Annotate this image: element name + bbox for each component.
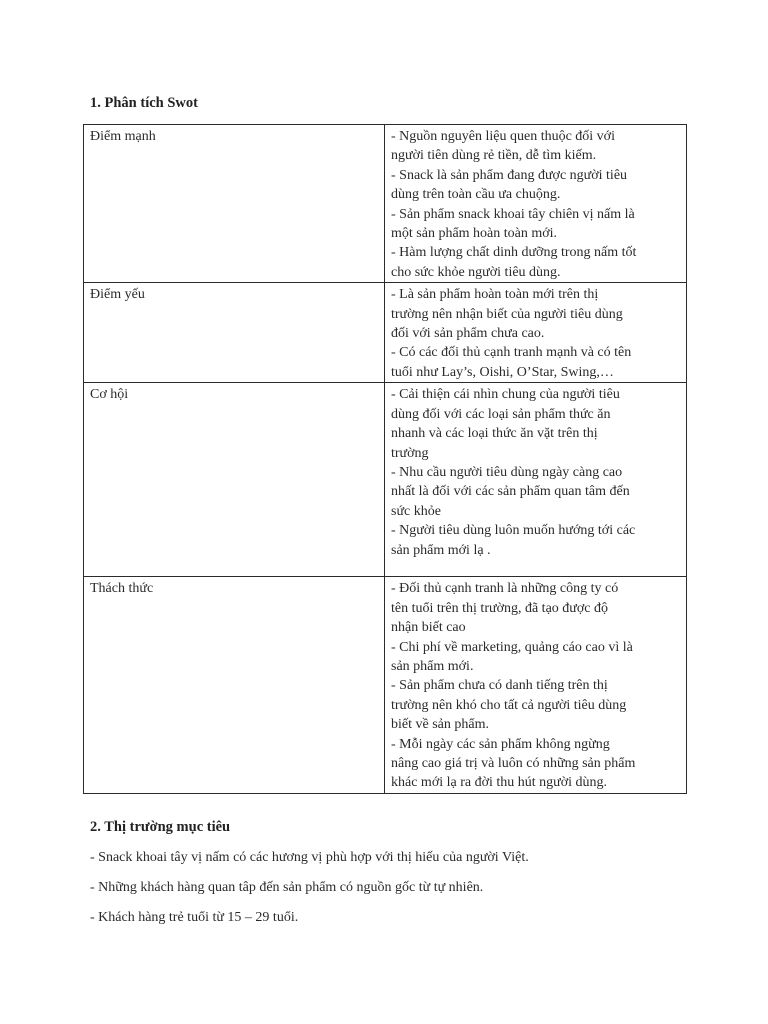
swot-label-cell: Điểm yếu: [84, 283, 385, 383]
swot-content-line: - Snack là sản phẩm đang được người tiêu: [391, 167, 628, 183]
swot-content-line: - Cải thiện cái nhìn chung của người tiêu: [391, 387, 620, 403]
swot-content-line: - Sản phẩm snack khoai tây chiên vị nấm là: [391, 206, 635, 222]
swot-content-line: cho sức khỏe người tiêu dùng.: [391, 264, 561, 280]
swot-label-cell: Cơ hội: [84, 383, 385, 577]
section-2-heading: 2. Thị trường mục tiêu: [90, 819, 231, 835]
table-row: [84, 125, 687, 283]
swot-content-line: một sản phẩm hoàn toàn mới.: [391, 226, 558, 242]
swot-content-line: nâng cao giá trị và luôn có những sản phẩm: [391, 755, 636, 771]
swot-content-line: tuổi như Lay’s, Oishi, O’Star, Swing,…: [391, 364, 614, 380]
swot-content-line: nhanh và các loại thức ăn vặt trên thị: [391, 426, 598, 442]
swot-content-line: trường: [391, 445, 429, 461]
swot-content-cell: [385, 125, 687, 283]
swot-content-line: nhất là đối với các sản phẩm quan tâm đến: [391, 484, 630, 500]
swot-content-line: biết về sản phẩm.: [391, 717, 489, 733]
swot-content-cell: [385, 577, 687, 793]
target-market-paragraph: - Những khách hàng quan tâp đến sản phẩm có nguồn gốc từ tự nhiên.: [90, 880, 484, 895]
target-market-paragraph: - Snack khoai tây vị nấm có các hương vị phù hợp với thị hiếu của người Việt.: [90, 850, 529, 865]
swot-label-cell: Điểm mạnh: [84, 125, 385, 283]
swot-content-line: tên tuổi trên thị trường, đã tạo được độ: [391, 600, 608, 616]
swot-content-line: trường nên khó cho tất cả người tiêu dùng: [391, 697, 627, 713]
swot-content-line: - Sản phẩm chưa có danh tiếng trên thị: [391, 678, 608, 694]
swot-content-line: người tiên dùng rẻ tiền, dễ tìm kiếm.: [391, 148, 597, 164]
table-row: [84, 283, 687, 383]
swot-content-cell: [385, 383, 687, 577]
swot-content-line: - Người tiêu dùng luôn muốn hướng tới các: [391, 523, 636, 539]
swot-content-line: - Hàm lượng chất dinh dưỡng trong nấm tốt: [391, 245, 637, 261]
swot-content-line: sức khỏe: [391, 503, 441, 519]
table-row: [84, 577, 687, 793]
swot-content-line: - Nguồn nguyên liệu quen thuộc đối với: [391, 129, 615, 144]
swot-label-cell: Thách thức: [84, 577, 385, 793]
swot-content-line: trường nên nhận biết của người tiêu dùng: [391, 306, 623, 322]
swot-content-line: - Nhu cầu người tiêu dùng ngày càng cao: [391, 464, 623, 480]
section-1-heading: 1. Phân tích Swot: [90, 95, 198, 111]
swot-content-line: - Là sản phẩm hoàn toàn mới trên thị: [391, 287, 599, 303]
target-market-paragraph: - Khách hàng trẻ tuổi từ 15 – 29 tuổi.: [90, 910, 299, 925]
swot-content-line: khác mới lạ ra đời thu hút người dùng.: [391, 775, 608, 791]
swot-content-line: dùng trên toàn cầu ưa chuộng.: [391, 187, 561, 203]
table-row: [84, 383, 687, 577]
swot-content-line: - Có các đối thủ cạnh tranh mạnh và có tên: [391, 345, 632, 361]
swot-content-line: đối với sản phẩm chưa cao.: [391, 326, 545, 342]
swot-content-cell: [385, 283, 687, 383]
swot-content-line: - Mỗi ngày các sản phẩm không ngừng: [391, 736, 610, 752]
swot-content-line: sản phẩm mới.: [391, 658, 474, 674]
swot-table: [83, 124, 687, 794]
swot-content-line: - Đối thủ cạnh tranh là những công ty có: [391, 581, 619, 597]
swot-content-line: nhận biết cao: [391, 620, 466, 636]
swot-content-line: - Chi phí về marketing, quảng cáo cao vì là: [391, 639, 633, 655]
swot-content-line: dùng đối với các loại sản phẩm thức ăn: [391, 406, 611, 422]
swot-content-line: sản phẩm mới lạ .: [391, 542, 491, 558]
